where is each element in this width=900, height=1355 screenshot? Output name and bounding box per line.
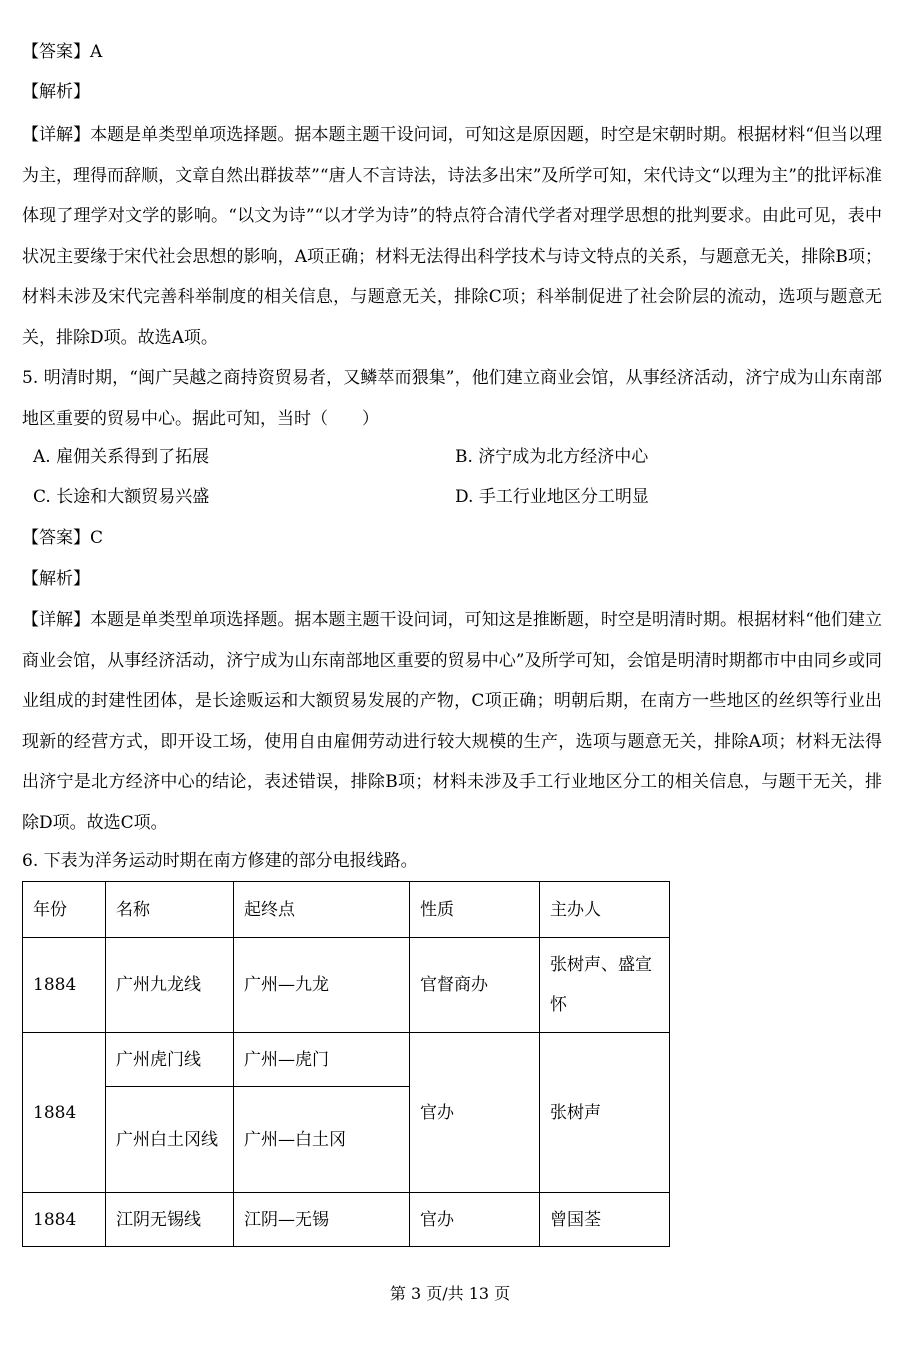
q5-analysis-label: 解析 (39, 569, 73, 589)
cell-name: 广州九龙线 (106, 938, 234, 1033)
q5-answer: 【答案】C (22, 528, 104, 548)
q5-detail: 【详解】本题是单类型单项选择题。据本题主题干设问词，可知这是推断题，时空是明清时期。根据材料“他们建立商业会馆，从事经济活动，济宁成为山东南部地区重要的贸易中心”及所学可知，会馆是明清时期都市中由同乡或同业组成的封建性团体，是长途贩运和大额贸易发展的产物，C项正确；明朝后期，在南方一些地区的丝织等行业出现新的经营方式，即开设工场，使用自由雇佣劳动进行较大规模的生产，选项与题意无关，排除A项；材料无法得出济宁是北方经济中心的结论，表述错误，排除B项；材料未涉及手工行业地区分工的相关信息，与题干无关，排除D项。故选C项。 (22, 610, 882, 833)
q5-stem: 5. 明清时期，“闽广吴越之商持资贸易者，又鳞萃而猥集”，他们建立商业会馆，从事经济活动，济宁成为山东南部地区重要的贸易中心。据此可知，当时（ ） (22, 368, 882, 429)
q4-answer: 【答案】A (22, 42, 103, 62)
cell-year: 1884 (23, 938, 106, 1033)
q5-option-c: C. 长途和大额贸易兴盛 (33, 487, 210, 507)
cell-year: 1884 (23, 1193, 106, 1247)
cell-name: 江阴无锡线 (106, 1193, 234, 1247)
table-row (23, 1193, 670, 1247)
q4-analysis-heading: 【解析】 (22, 82, 90, 102)
header-nature: 性质 (410, 882, 540, 938)
table-header-row (23, 882, 670, 938)
header-name: 名称 (106, 882, 234, 938)
cell-route: 江阴—无锡 (234, 1193, 410, 1247)
q4-analysis-label: 解析 (39, 82, 73, 102)
cell-nature: 官办 (410, 1193, 540, 1247)
q4-detail: 【详解】本题是单类型单项选择题。据本题主题干设问词，可知这是原因题，时空是宋朝时期。根据材料“但当以理为主，理得而辞顺，文章自然出群拔萃”“唐人不言诗法，诗法多出宋”及所学可知，宋代诗文“以理为主”的批评标准体现了理学对文学的影响。“以文为诗”“以才学为诗”的特点符合清代学者对理学思想的批判要求。由此可见，表中状况主要缘于宋代社会思想的影响，A项正确；材料无法得出科学技术与诗文特点的关系，与题意无关，排除B项；材料未涉及宋代完善科举制度的相关信息，与题意无关，排除C项；科举制促进了社会阶层的流动，选项与题意无关，排除D项。故选A项。 (22, 125, 882, 348)
cell-nature: 官办 (410, 1033, 540, 1193)
header-year: 年份 (23, 882, 106, 938)
table-row (23, 1033, 670, 1087)
cell-name: 广州白土冈线 (106, 1087, 234, 1193)
cell-founder: 张树声 (540, 1033, 670, 1193)
q5-option-a: A. 雇佣关系得到了拓展 (33, 447, 210, 467)
cell-founder: 张树声、盛宣怀 (540, 938, 670, 1033)
telegraph-table (22, 881, 670, 1247)
table-row (23, 938, 670, 1033)
q5-option-d: D. 手工行业地区分工明显 (455, 487, 649, 507)
cell-founder: 曾国荃 (540, 1193, 670, 1247)
q5-analysis-heading: 【解析】 (22, 569, 90, 589)
page-footer: 第 3 页/共 13 页 (389, 1284, 511, 1303)
cell-route: 广州—虎门 (234, 1033, 410, 1087)
q5-option-b: B. 济宁成为北方经济中心 (455, 447, 649, 467)
cell-year: 1884 (23, 1033, 106, 1193)
q6-stem: 6. 下表为洋务运动时期在南方修建的部分电报线路。 (22, 851, 418, 871)
header-route: 起终点 (234, 882, 410, 938)
cell-route: 广州—白土冈 (234, 1087, 410, 1193)
cell-name: 广州虎门线 (106, 1033, 234, 1087)
cell-route: 广州—九龙 (234, 938, 410, 1033)
cell-nature: 官督商办 (410, 938, 540, 1033)
header-founder: 主办人 (540, 882, 670, 938)
